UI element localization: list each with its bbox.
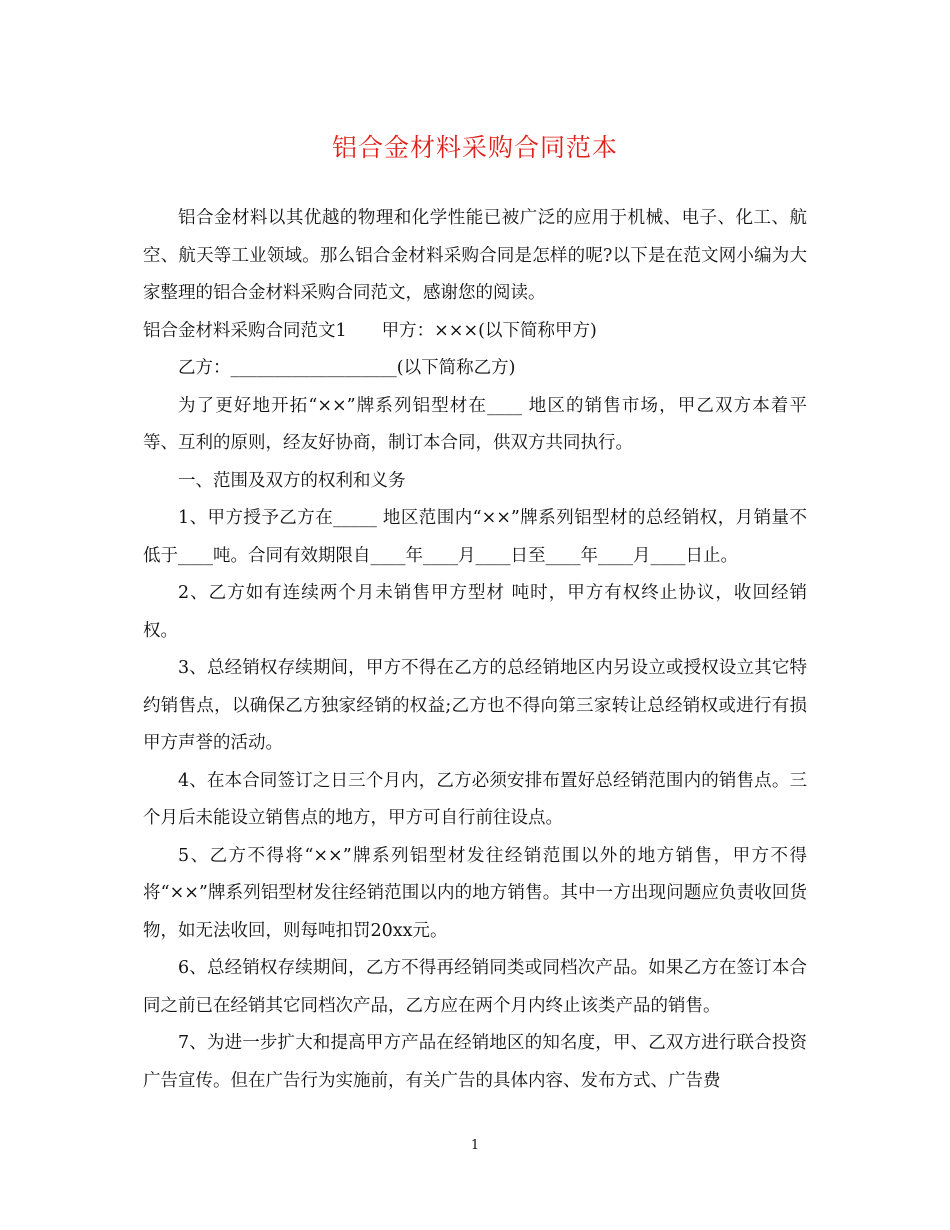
contract-heading-party-a: 铝合金材料采购合同范文1 甲方：×××(以下简称甲方) (143, 320, 597, 341)
document-title: 铝合金材料采购合同范本 (331, 133, 618, 162)
section-heading: 一、范围及双方的权利和义务 (178, 470, 406, 491)
clause-5: 5、乙方不得将“××”牌系列铝型材发往经销范围以外的地方销售，甲方不得将“××”牌系列铝型材发往经销范围以内的地方销售。其中一方出现问题应负责收回货物，如无法收回，则每吨扣罚20xx元。 (143, 845, 807, 941)
clause-3: 3、总经销权存续期间，甲方不得在乙方的总经销地区内另设立或授权设立其它特约销售点，以确保乙方独家经销的权益;乙方也不得向第三家转让总经销权或进行有损甲方声誉的活动。 (143, 658, 807, 753)
clause-1: 1、甲方授予乙方在_____ 地区范围内“××”牌系列铝型材的总经销权，月销量不低于____吨。合同有效期限自____年____月____日至____年____月____日止。 (143, 508, 807, 566)
page-number: 1 (470, 1138, 480, 1153)
party-b-line: 乙方：___________________(以下简称乙方) (178, 358, 516, 378)
intro-paragraph: 铝合金材料以其优越的物理和化学性能已被广泛的应用于机械、电子、化工、航空、航天等工业领域。那么铝合金材料采购合同是怎样的呢?以下是在范文网小编为大家整理的铝合金材料采购合同范文，感谢您的阅读。 (143, 208, 807, 303)
document-body (143, 200, 807, 1100)
clause-4: 4、在本合同签订之日三个月内，乙方必须安排布置好总经销范围内的销售点。三个月后未能设立销售点的地方，甲方可自行前往设点。 (143, 770, 807, 828)
clause-2: 2、乙方如有连续两个月未销售甲方型材 吨时，甲方有权终止协议，收回经销权。 (143, 583, 807, 641)
clause-6: 6、总经销权存续期间，乙方不得再经销同类或同档次产品。如果乙方在签订本合同之前已在经销其它同档次产品，乙方应在两个月内终止该类产品的销售。 (143, 958, 807, 1016)
clause-7: 7、为进一步扩大和提高甲方产品在经销地区的知名度，甲、乙双方进行联合投资广告宣传。但在广告行为实施前，有关广告的具体内容、发布方式、广告费 (143, 1033, 807, 1091)
preamble-paragraph: 为了更好地开拓“××”牌系列铝型材在____ 地区的销售市场，甲乙双方本着平等、互利的原则，经友好协商，制订本合同，供双方共同执行。 (143, 395, 807, 453)
